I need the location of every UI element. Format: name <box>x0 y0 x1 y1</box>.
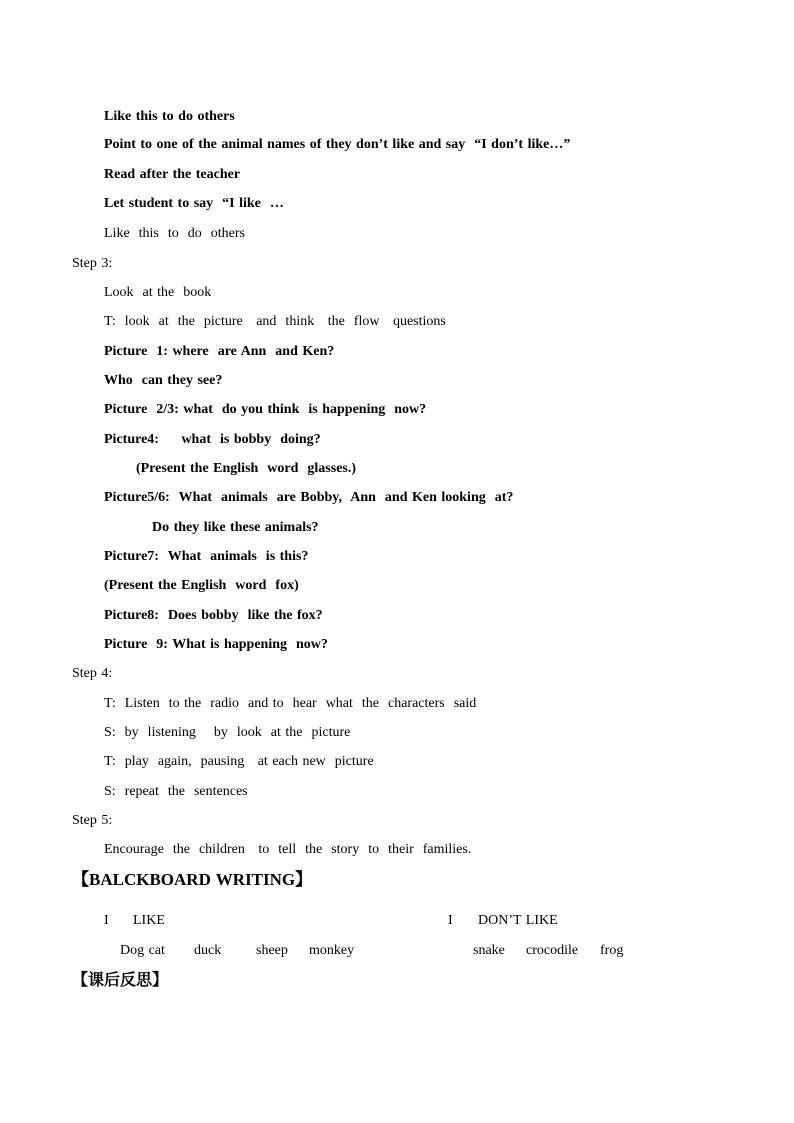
text-line: Do they like these animals? <box>152 520 319 535</box>
like-word: Dog cat <box>120 943 165 958</box>
dislike-word: frog <box>600 943 624 958</box>
dislike-word: snake <box>473 943 505 958</box>
text-line: Picture 1: where are Ann and Ken? <box>104 344 335 359</box>
text-line: Like this to do others <box>104 109 235 124</box>
reflection-heading: 【课后反思】 <box>72 970 169 989</box>
text-line: Picture 2/3: what do you think is happening now? <box>104 402 427 417</box>
step-heading: Step 3: <box>72 256 113 271</box>
dislike-word: crocodile <box>526 943 579 958</box>
text-line: (Present the English word glasses.) <box>136 461 357 476</box>
text-line: Let student to say “I like … <box>104 196 284 211</box>
text-line: Point to one of the animal names of they don’t like and say “I don’t like…” <box>104 137 571 152</box>
text-line: T: look at the picture and think the flow questions <box>104 314 446 329</box>
step-heading: Step 5: <box>72 813 113 828</box>
text-line: T: play again, pausing at each new picture <box>104 754 374 769</box>
like-pronoun: I <box>104 913 109 928</box>
like-word: monkey <box>309 943 355 958</box>
text-line: Picture5/6: What animals are Bobby, Ann and Ken looking at? <box>104 490 514 505</box>
text-line: Picture4: what is bobby doing? <box>104 432 321 447</box>
dislike-label: DON’T LIKE <box>478 913 558 928</box>
blackboard-heading: 【BALCKBOARD WRITING】 <box>72 870 313 889</box>
like-word: sheep <box>256 943 288 958</box>
text-line: S: by listening by look at the picture <box>104 725 351 740</box>
text-line: Read after the teacher <box>104 167 241 182</box>
step-heading: Step 4: <box>72 666 113 681</box>
text-line: Encourage the children to tell the story to their families. <box>104 842 472 857</box>
text-line: Picture 9: What is happening now? <box>104 637 328 652</box>
text-line: (Present the English word fox) <box>104 578 299 593</box>
text-line: Picture7: What animals is this? <box>104 549 309 564</box>
dislike-pronoun: I <box>448 913 453 928</box>
text-line: Like this to do others <box>104 226 245 241</box>
text-line: Picture8: Does bobby like the fox? <box>104 608 323 623</box>
text-line: T: Listen to the radio and to hear what the characters said <box>104 696 477 711</box>
like-word: duck <box>194 943 222 958</box>
like-label: LIKE <box>133 913 165 928</box>
text-line: S: repeat the sentences <box>104 784 248 799</box>
text-line: Who can they see? <box>104 373 223 388</box>
text-line: Look at the book <box>104 285 212 300</box>
